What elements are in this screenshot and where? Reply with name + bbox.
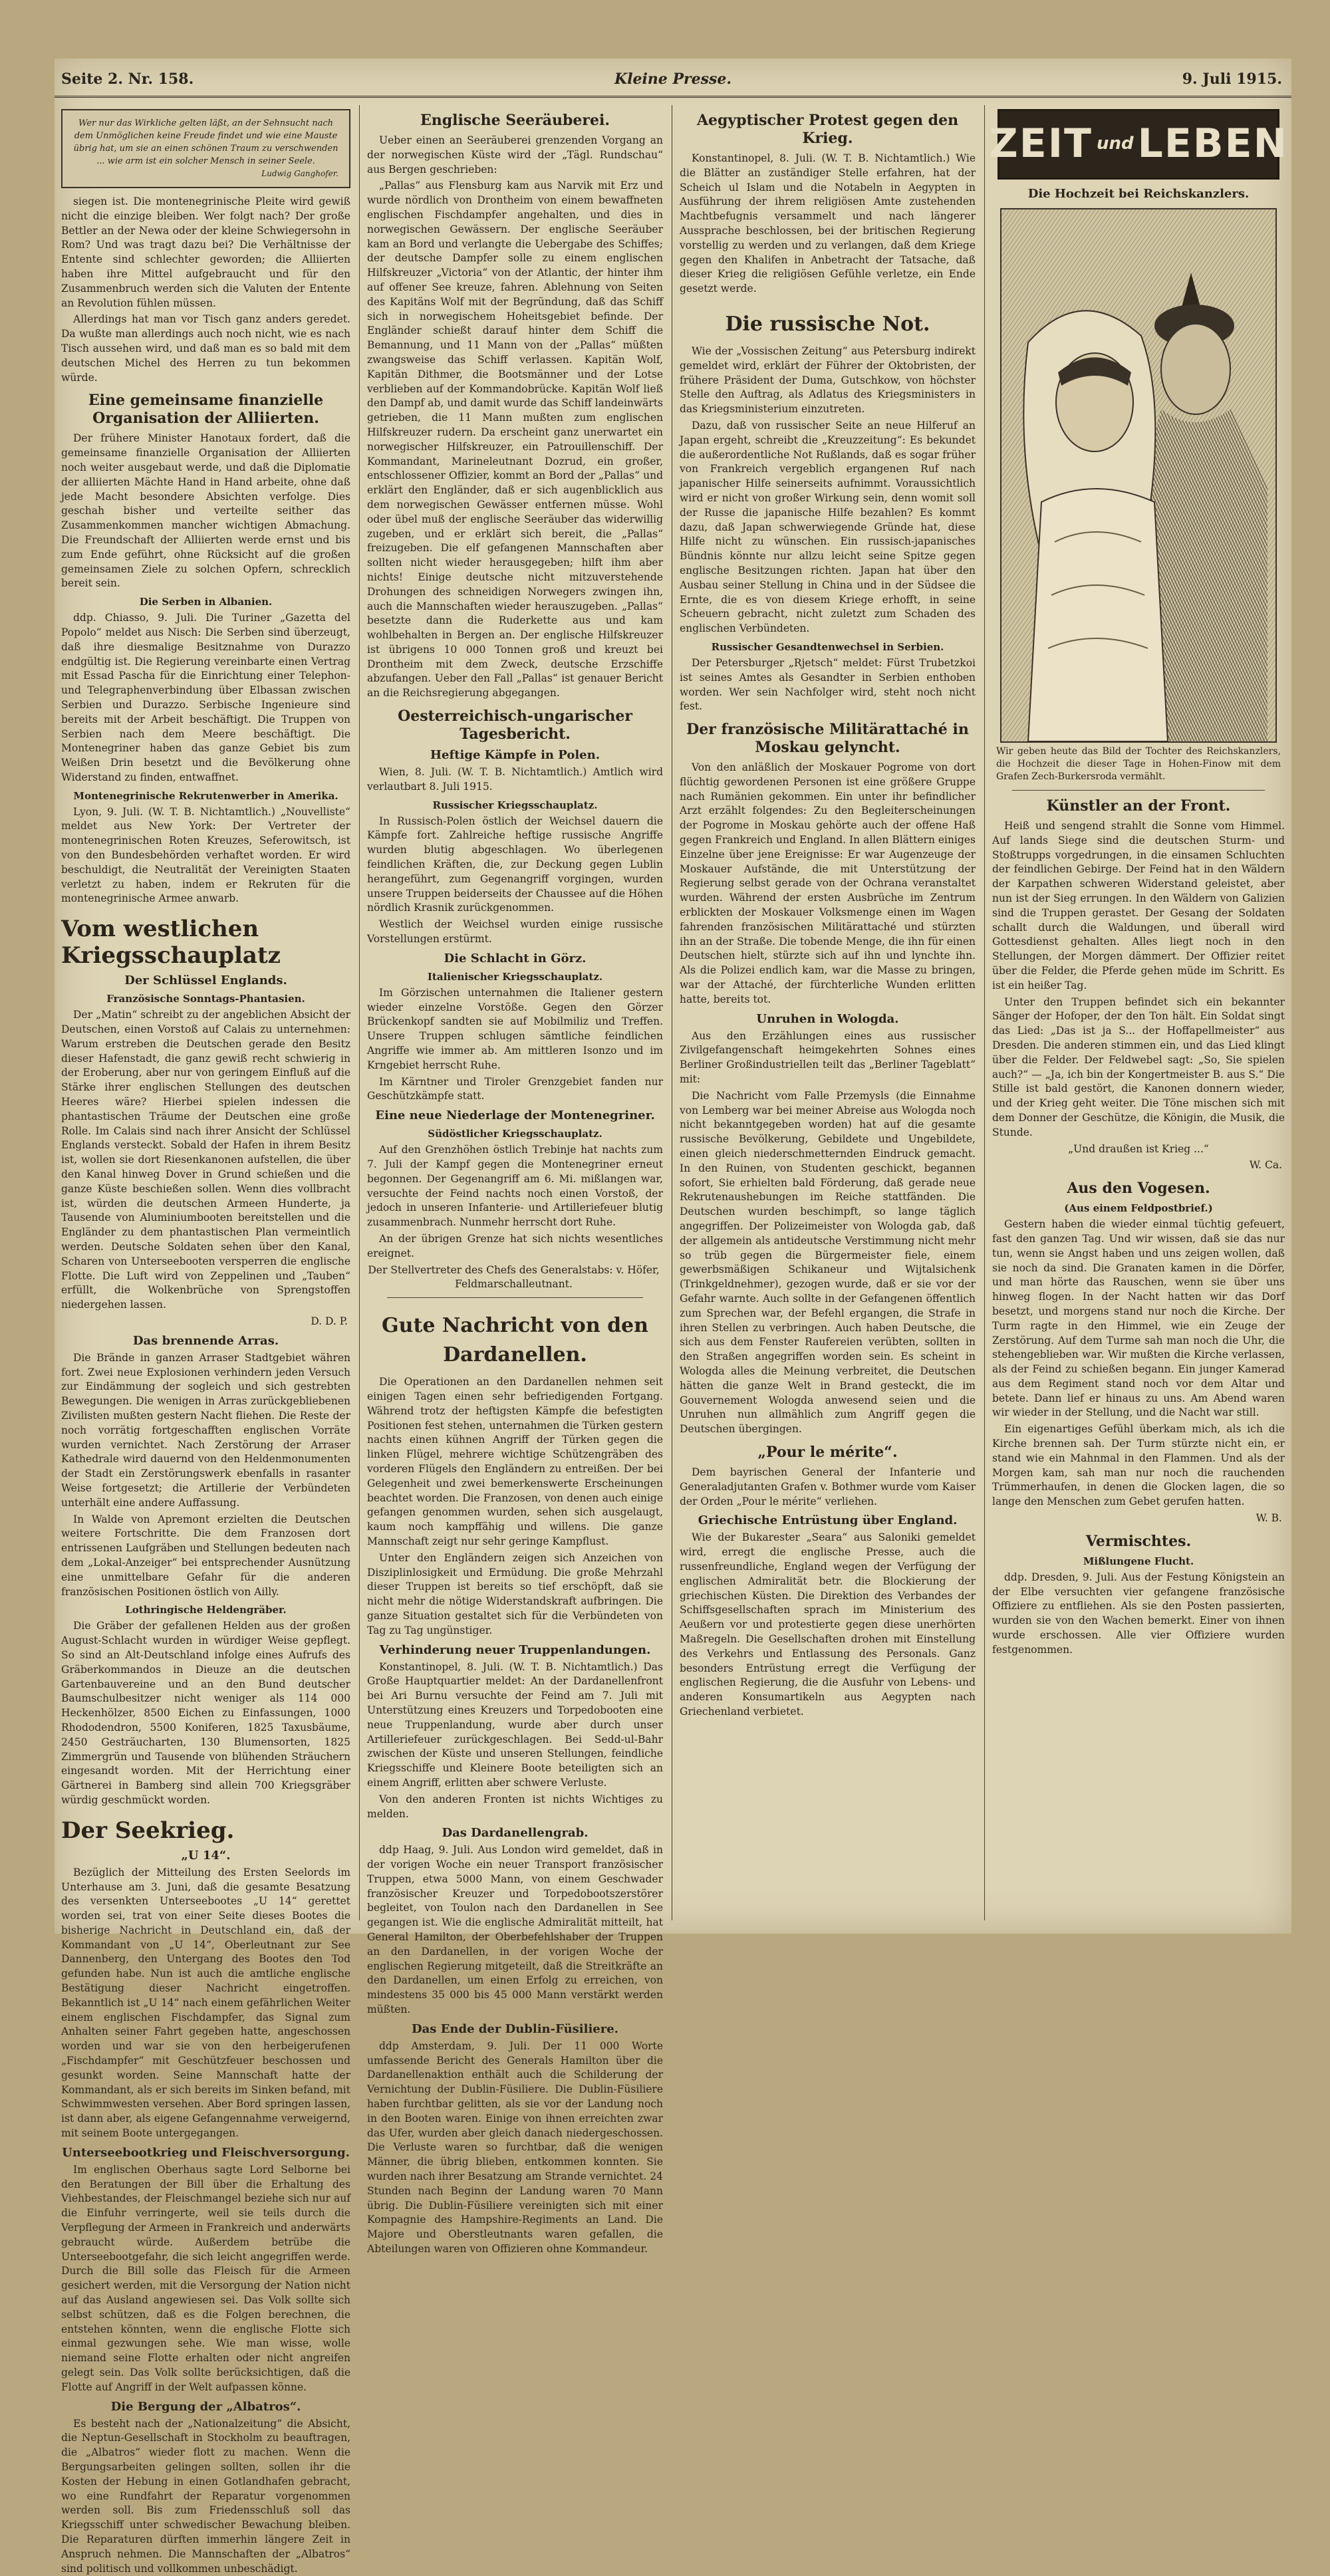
headline: Vermischtes.: [1085, 1532, 1192, 1550]
subheadline: Verhinderung neuer Truppenlandungen.: [379, 1642, 651, 1657]
section-headline: Vom westlichen Kriegsschauplatz: [61, 916, 281, 969]
section-headline: Der Seekrieg.: [61, 1817, 235, 1844]
article-text: „Und draußen ist Krieg ...“: [1068, 1142, 1209, 1155]
epigraph-author: Ludwig Ganghofer.: [261, 169, 338, 178]
subheadline: Mißlungene Flucht.: [1083, 1555, 1194, 1567]
zeit-und-leben-logo: [989, 109, 1288, 180]
signature: D. D. P.: [311, 1315, 348, 1327]
epigraph-text: Wer nur das Wirkliche gelten läßt, an der Sehnsucht nach dem Unmöglichen keine Freude findet und wie eine Mauste übrig hat, um sie an einen schönen Traum zu verschwenden ... wie arm ist ein solcher Mensch in seiner Seele.: [73, 118, 338, 166]
article-text: Konstantinopel, 8. Juli. (W. T. B. Nichtamtlich.) Das Große Hauptquartier meldet: An der Dardanellenfront bei Ari Burnu versuchte der Feind am 7. Juli mit Unterstützung eines Kreuzers und Torpedobooten eine neue Truppenlandung, wurde aber durch unser Artilleriefeuer zurückgeschlagen. Bei Sedd-ul-Bahr zwischen der Küste und unseren Stellungen, feindliche Kriegsschiffe und Kleinere Boote beteiligten sich an einem Angriff, erlitten aber schwere Verluste.: [367, 1660, 663, 1789]
subheadline: (Aus einem Feldpostbrief.): [1064, 1202, 1213, 1215]
article-text: Im englischen Oberhaus sagte Lord Selborne bei den Beratungen der Bill über die Erhaltung des Viehbestandes, der Fleischmangel beziehe sich nur auf die Einfuhr verringerte, weil sie teils durch die Verpflegung der Armeen in Frankreich und anderwärts gebraucht würde. Außerdem betrübe die Unterseebootgefahr, die sich leicht angegriffen werde. Durch die Bill solle das Fleisch für die Armeen gesichert werden, mit die Versorgung der Nation nicht auf das Ausland angewiesen sei. Das Volk sollte sich selbst schützen, daß es die Folgen berechnen, die entstehen könnten, wenn die englische Flotte sich einmal gezwungen sehe. Wie man wisse, wolle niemand seine Flotte erhalten oder nicht angreifen gelegt sein. Das Volk sollte berücksichtigen, daß die Flotte auf Angriff in der Welt aufpassen könne.: [61, 2163, 350, 2393]
subheadline: Unterseebootkrieg und Fleischversorgung.: [62, 2145, 350, 2160]
article-text: Lyon, 9. Juli. (W. T. B. Nichtamtlich.) „Nouvelliste“ meldet aus New York: Der Vertreter der montenegrinischen Roten Kreuzes, Seferowitsch, ist von den Bundesbehörden verhaftet worden. Er wird beschuldigt, die Neutralität der Vereinigten Staaten verletzt zu haben, indem er Rekruten für die montenegrinische Armee anwarb.: [61, 805, 350, 905]
subheadline: Italienischer Kriegsschauplatz.: [427, 970, 603, 983]
article-text: Im Kärntner und Tiroler Grenzgebiet fanden nur Geschützkämpfe statt.: [367, 1075, 663, 1102]
article-text: Dem bayrischen General der Infanterie und Generaladjutanten Grafen v. Bothmer wurde vom Kaiser der Orden „Pour le mérite“ verliehen.: [680, 1466, 976, 1507]
subheadline: Das Ende der Dublin-Füsiliere.: [412, 2021, 618, 2036]
article-text: Von den anläßlich der Moskauer Pogrome von dort flüchtig gewordenen Personen ist eine größere Gruppe nach Rumänien gekommen. Ein unter ihr befindlicher Arzt erzählt folgendes: Zu den Begleiterscheinungen der Pogrome in Moskau gehörte auch der offene Haß gegen Frankreich und England. In allen Blättern einiges Einzelne über jene Ereignisse: Er war Augenzeuge der Moskauer Aufstände, die mit Unterstützung der Regierung selbst gerade von der Ochrana veranstaltet wurden. Während der ersten Ausbrüche im Zentrum erblickten der Moskauer Volksmenge einen im Wagen fahrenden französischen Militärattaché und stürzten ihn an der Straße. Die tobende Menge, die ihn für einen Deutschen hielt, stürzte sich auf ihn und lynchte ihn. Als die Polizei endlich kam, war die Masse zu bringen, war der Attaché, der fürchterliche Wunden erlitten hatte, bereits tot.: [680, 761, 976, 1005]
article-text: Die Gräber der gefallenen Helden aus der großen August-Schlacht wurden in würdiger Weise gepflegt. So sind an Alt-Deutschland infolge eines Aufrufs des Gräberkommandos in Dieuze an die deutschen Gartenbauvereine und an den Bund deutscher Baumschulbesitzer nicht weniger als 114 000 Heckenhölzer, 8500 Eichen zu Einfassungen, 1000 Rhododendron, 5500 Koniferen, 1825 Taxusbäume, 2450 Gesträucharten, 130 Blumensorten, 1825 Zimmergrün und Tausende von blühenden Sträuchern eingesandt worden. Mit der Herrichtung einer Gärtnerei in Bamberg sind allein 700 Kriegsgräber würdig geschmückt worden.: [61, 1620, 350, 1806]
portrait-illustration: [1000, 208, 1277, 743]
subheadline: Russischer Kriegsschauplatz.: [432, 799, 598, 811]
article-text: Auf den Grenzhöhen östlich Trebinje hat nachts zum 7. Juli der Kampf gegen die Montenegriner erneut begonnen. Der Gegenangriff am 6. Mi. mißlangen war, versuchte der Feind nachts noch einen Vorstoß, der jedoch in unseren Infanterie- und Artilleriefeuer blutig zusammenbrach. Nunmehr herrscht dort Ruhe.: [367, 1144, 663, 1229]
article-text: „Pallas“ aus Flensburg kam aus Narvik mit Erz und wurde nördlich von Drontheim von einem bewaffneten englischen Fischdampfer angehalten, und dies in norwegischen Gewässern. Der englische Seeräuber kam an Bord und verlangte die Uebergabe des Schiffes; der deutsche Dampfer solle zu einem englischen Hilfskreuzer „Victoria“ von der Atlantic, der hinter ihm auf offener See kreuze, fahren. Ablehnung von Seiten des Kapitäns Wolf mit der Begründung, daß das Schiff sich in norwegischem Hoheitsgebiet befinde. Der Engländer schießt darauf hinter dem Schiff die Bemannung, und 11 Mann von der „Pallas“ müßten zwangsweise das Schiff verlassen. Kapitän Wolf, Kapitän Dithmer, die Bootsmänner und der Lotse verblieben auf der Kommandobrücke. Kapitän Wolf ließ den Dampf ab, und damit wurde das Schiff landeinwärts getrieben, die 11 Mann mußten zum englischen Hilfskreuzer rudern. Da erscheint ganz unerwartet ein norwegischer Hilfskreuzer, ein Patrouillenschiff. Der Kommandant, Marineleutnant Dozrud, ein großer, entschlossener Offizier, kommt an Bord der „Pallas“ und erklärt den Engländer, daß er sich augenblicklich aus dem norwegischen Gewässer entfernen müsse. Wohl oder übel muß der englische Seeräuber das widerwillig zugeben, und er erklärt sich bereit, die „Pallas“ freizugeben. Die elf gefangenen Mannschaften aber sollten nicht wieder herausgegeben; hilft ihm aber nichts! Einige deutsche nicht mitzuverstehende Drohungen des schneidigen Norwegers zwingen ihn, auch die Mannschaften wieder herauszugeben. „Pallas“ besetzte dann die Ruderkette aus und kam wohlbehalten in Bergen an. Der englische Hilfskreuzer ist übrigens 10 000 Tonnen groß und kreuzt bei Drontheim mit dem Zweck, deutsche Erzschiffe abzufangen. Ueber den Fall „Pallas“ ist genauer Bericht an die Reichsregierung abgegangen.: [367, 180, 663, 700]
headline: Aegyptischer Protest gegen den Krieg.: [696, 112, 959, 147]
subheadline: Montenegrinische Rekrutenwerber in Amerika.: [73, 789, 338, 802]
column-2: [367, 105, 663, 2255]
subheadline: Unruhen in Wologda.: [756, 1011, 899, 1026]
divider: [387, 1297, 643, 1298]
subheadline: Heftige Kämpfe in Polen.: [430, 748, 600, 763]
article-text: Es besteht nach der „Nationalzeitung“ die Absicht, die Neptun-Gesellschaft in Stockholm zu beauftragen, die „Albatros“ wieder flott zu machen. Wenn die Bergungsarbeiten gelingen sollten, sollen ihr die Kosten der Hebung in einen Gotlandhafen gebracht, wo eine Rundfahrt der Reparatur vorgenommen werden soll. Bis zum Friedensschluß soll das Kriegsschiff unter schwedischer Bewachung bleiben. Die Reparaturen dürften immerhin längere Zeit in Anspruch nehmen. Die Mannschaften der „Albatros“ sind politisch und vollkommen unbeschädigt.: [61, 2417, 350, 2575]
subheadline: Das Dardanellengrab.: [442, 1826, 589, 1841]
article-text: Aus den Erzählungen eines aus russischer Zivilgefangenschaft heimgekehrten Sohnes eines Berliner Großindustriellen teilt das „Berliner Tageblatt“ mit:: [680, 1029, 976, 1086]
subheadline: Eine neue Niederlage der Montenegriner.: [375, 1108, 655, 1123]
article-text: Wien, 8. Juli. (W. T. B. Nichtamtlich.) Amtlich wird verlautbart 8. Juli 1915.: [367, 766, 663, 793]
article-text: Gestern haben die wieder einmal tüchtig gefeuert, fast den ganzen Tag. Und wir wissen, daß sie das nur tun, wenn sie Angst haben und uns zeigen wollen, daß sie noch da sind. Die Granaten kamen in die Dörfer, und man hörte das Rauschen, wenn sie über uns hinweg flogen. In der Nacht hatten wir das Dorf besetzt, und morgens stand nur noch die Kirche. Der Turm ragte in den Himmel, wie ein Zeuge der Zerstörung. Auf dem Turme sah man noch die Uhr, die stehengeblieben war. Wir mußten die Kirche verlassen, als der Feind zu schießen begann. Ein junger Kamerad aus dem Regiment stand noch vor dem Altar und betete. Dann lief er hinaus zu uns. Am Abend waren wir wieder in der Stellung, und die Nacht war still.: [992, 1218, 1285, 1419]
subheadline: Griechische Entrüstung über England.: [698, 1513, 958, 1528]
headline: Die Hochzeit bei Reichskanzlers.: [1027, 187, 1250, 201]
article-text: In Walde von Apremont erzielten die Deutschen weitere Fortschritte. Die dem Franzosen dort entrissenen Laufgräben und Stellungen bedeuten nach dem „Lokal-Anzeiger“ bei entsprechender Ausnützung eine unmittelbare Gefahr für die anderen französischen Positionen östlich von Ailly.: [61, 1513, 350, 1598]
image-caption: Wir geben heute das Bild der Tochter des Reichskanzlers, die Hochzeit die dieser Tage in Hohen-Finow mit dem Grafen Zech-Burkersroda vermählt.: [996, 746, 1281, 782]
article-text: Ueber einen an Seeräuberei grenzenden Vorgang an der norwegischen Küste wird der „Tägl. Rundschau“ aus Bergen geschrieben:: [367, 134, 663, 176]
column-4: [989, 105, 1288, 1920]
article-text: In Russisch-Polen östlich der Weichsel dauern die Kämpfe fort. Zahlreiche heftige russische Angriffe wurden blutig abgeschlagen. Wo überlegenen feindlichen Kräften, die, zur Deckung gegen Lublin herangeführt, zum Gegenangriff vorgingen, wurden unsere Truppen beiderseits der Chaussee auf die Höhen nördlich Krasnik zurückgenommen.: [367, 815, 663, 914]
logo-word: ZEIT: [989, 120, 1093, 168]
logo-word: und: [1096, 134, 1134, 154]
headline: Englische Seeräuberei.: [420, 112, 610, 129]
article-text: Die Brände in ganzen Arraser Stadtgebiet währen fort. Zwei neue Explosionen verhindern jeden Versuch zur Eindämmung der sogleich und sich gestrebten Bewegungen. Die wenigen in Arras zurückgebliebenen Zivilisten mußten gestern Nacht fliehen. Die Reste der noch vorrätig fortgeschafften englischen Vorräte wurden vernichtet. Nach Zerstörung der Arraser Kathedrale wird dauernd von den Heldenmonumenten der Stadt ein Zerstörungswerk ebenfalls in rasanter Weise fortgesetzt; die Artillerie der Verbündeten unterhält eine andere Auffassung.: [61, 1351, 350, 1509]
column-rule: [359, 105, 360, 1920]
headline: Oesterreichisch-ungarischer Tagesbericht.: [398, 708, 632, 743]
signature: W. Ca.: [1249, 1159, 1282, 1172]
article-text: Allerdings hat man vor Tisch ganz anders geredet. Da wußte man allerdings auch noch nicht, wie es nach Tisch aussehen wird, und daß man es so bald mit dem deutschen Michel des Herren zu tun bekommen würde.: [61, 313, 350, 384]
column-1: [61, 105, 350, 2575]
article-text: Unter den Truppen befindet sich ein bekannter Sänger der Hofoper, der den Ton hält. Ein Soldat singt das Lied: „Das ist ja S... der Hoffapellmeister“ aus Dresden. Die anderen stimmen ein, und das Lied klingt über die Felder. Der Feldwebel sagt: „So, Sie spielen auch?“ — „Ja, ich bin der Kongertmeister B. aus S.“ Die Stille ist bald gestört, die Kanonen donnern wieder, und der Krieg geht weiter. Die Töne mischen sich mit dem Donner der Geschütze, die Königin, die Musik, die Stunde.: [992, 995, 1285, 1138]
subheadline: Der Schlüssel Englands.: [124, 973, 287, 988]
engraving-image: [1001, 209, 1275, 741]
headline: Eine gemeinsame finanzielle Organisation der Alliierten.: [88, 392, 324, 428]
article-text: Wie der „Vossischen Zeitung“ aus Petersburg indirekt gemeldet wird, erklärt der Führer der Oktobristen, der frühere Präsident der Duma, Gutschkow, von höchster Stelle den Auftrag, als Adlatus des Kriegsministers in das Kriegsministerium einzutreten.: [680, 344, 976, 416]
divider: [1012, 790, 1265, 791]
headline: Aus den Vogesen.: [1067, 1180, 1210, 1198]
article-text: An der übrigen Grenze hat sich nichts wesentliches ereignet.: [367, 1233, 663, 1259]
subheadline: Die Serben in Albanien.: [139, 596, 273, 608]
signature: W. B.: [1256, 1512, 1282, 1525]
subheadline: Die Schlacht in Görz.: [444, 951, 587, 966]
subheadline: Südöstlicher Kriegsschauplatz.: [428, 1128, 602, 1140]
article-text: Von den anderen Fronten ist nichts Wichtiges zu melden.: [367, 1793, 663, 1820]
article-text: Wie der Bukarester „Seara“ aus Saloniki gemeldet wird, erregt die englische Presse, auch die russenfreundliche, England wegen der Verfügung der englischen Admiralität betr. die Blockierung der griechischen Küsten. Die Direktion des Verbandes der Schiffsgesellschaften sprach im Ministerium des Aeußern vor und protestierte gegen diese unerhörten Maßregeln. Die Gesellschaften drohen mit Einstellung des Verkehrs und Entlassung des Personals. Ganz besonders Entrüstung erregt die Verfügung der englischen Regierung, die die Ausfuhr von Lebens- und anderen Konsumartikeln aus Aegypten nach Griechenland verbietet.: [680, 1531, 976, 1718]
page-header: [55, 59, 1291, 98]
article-text: Dazu, daß von russischer Seite an neue Hilferuf an Japan ergeht, schreibt die „Kreuzzeitung“: Es bekundet die außerordentliche Not Rußlands, daß es sogar früher von Frankreich vergeblich ergangenen Ruf nach japanischer Hilfe seinerseits aufnimmt. Voraussichtlich wird er nicht von großer Wirkung sein, denn womit soll der Russe die japanische Hilfe bezahlen? Es kommt dazu, daß Japan schwerwiegende Gründe hat, diese Hilfe nicht zu wünschen. Ein russisch-japanisches Bündnis könnte nur allzu leicht seine Spitze gegen englische Besitzungen richten. Japan hat über den Ausbau seiner Stellung in China und in der Südsee die Ernte, die es von diesem Kriege erhofft, in seine Scheuern gebracht, nicht zuletzt zum Schaden des englischen Verbündeten.: [680, 419, 976, 635]
subheadline: Die Bergung der „Albatros“.: [110, 2399, 301, 2414]
issue-date: 9. Juli 1915.: [1182, 70, 1282, 88]
article-text: Der „Matin“ schreibt zu der angeblichen Absicht der Deutschen, einen Vorstoß auf Calais zu unternehmen: Warum erstreben die Deutschen gerade den Besitz dieser Hafenstadt, die ganz gewiß recht schwierig in der Eroberung, aber nur von geringem Einfluß auf die Stärke ihrer englischen Stellungen des deutschen Heeres wäre? Hierbei spielen indessen die phantastischen Träume der Deutschen eine große Rolle. Im Calais sind nach ihrer Ansicht der Schlüssel Englands versteckt. Sobald der Hafen in ihrem Besitz ist, wollen sie dort Riesenkanonen aufstellen, die über den Kanal hinweg Dover in Grund schießen und die ganze Küste beschießen sollen. Wenn dies vollbracht ist, würden die deutschen Armeen Hunderte, ja Tausende von Aluminiumbooten bereitstellen und die Engländer zu dem phantastischen Plan vermeintlich werden. Deutsche Soldaten sehen über den Kanal, Scharen von Unterseebooten versperren die englische Flotte. Die Luft wird von Zeppelinen und „Tauben“ erfüllt, die Wolkenbrüche von Sprengstoffen niedergehen lassen.: [61, 1009, 350, 1311]
article-text: Der Petersburger „Rjetsch“ meldet: Fürst Trubetzkoi ist seines Amtes als Gesandter in Serbien enthoben worden. Wer sein Nachfolger wird, steht noch nicht fest.: [680, 656, 976, 713]
newspaper-page: [55, 59, 1291, 2575]
section-headline: Gute Nachricht von den Dardanellen.: [382, 1314, 648, 1367]
column-3: [680, 105, 976, 1920]
article-text: ddp Haag, 9. Juli. Aus London wird gemeldet, daß in der vorigen Woche ein neuer Transport französischer Truppen, etwa 5000 Mann, von einem Geschwader französischer Kreuzer und Torpedobootszerstörer begleitet, von Toulon nach den Dardanellen in See gegangen ist. Wie die englische Admiralität mitteilt, hat General Hamilton, der Oberbefehlshaber der Truppen an den Dardanellen, in der vorigen Woche der englischen Regierung mitgeteilt, daß die Streitkräfte an den Dardanellen, um einen Erfolg zu erreichen, von mindestens 35 000 bis 45 000 Mann verstärkt werden müßten.: [367, 1844, 663, 2016]
section-headline: Die russische Not.: [725, 312, 930, 336]
subheadline: „U 14“.: [181, 1848, 231, 1863]
article-text: Die Operationen an den Dardanellen nehmen seit einigen Tagen einen sehr befriedigenden Fortgang. Während trotz der heftigsten Kämpfe die befestigten Positionen fest stehen, unternahmen die Türken gestern nachts einen kühnen Angriff der Türken gegen die linken Flügel, mehrere wichtige Schützengräben des vorderen Flügels den Engländern zu entreißen. Der bei Gelegenheit und zwei bemerkenswerte Erscheinungen beachtet worden. Die Franzosen, von denen auch einige gefangen genommen wurden, sehen sich ausgelaugt, kaum noch kampffähig und willens. Die ganze Mannschaft zeigt nur sehr geringe Kampflust.: [367, 1376, 663, 1547]
subheadline: Russischer Gesandtenwechsel in Serbien.: [711, 640, 944, 653]
masthead: Kleine Presse.: [614, 70, 732, 88]
article-text: Konstantinopel, 8. Juli. (W. T. B. Nichtamtlich.) Wie die Blätter an zuständiger Stelle erfahren, hat der Scheich ul Islam und die Notabeln in Aegypten in Ausführung der ihrem religiösen Amte zustehenden Machtbefugnis versammelt und nach längerer Aussprache beschlossen, bei der britischen Regierung vorstellig zu werden und zu verlangen, daß dem Kriege gegen den Khalifen in Anbetracht der Tatsache, daß dieser Krieg die religiösen Gefühle verletze, ein Ende gesetzt werde.: [680, 152, 976, 295]
headline: Künstler an der Front.: [1046, 797, 1231, 815]
column-rule: [984, 105, 985, 1920]
article-text: ddp. Chiasso, 9. Juli. Die Turiner „Gazetta del Popolo“ meldet aus Nisch: Die Serben sind überzeugt, daß ihre diesmalige Besitznahme von Durazzo endgültig ist. Die Regierung vereinbarte einen Vertrag mit Essad Pascha für die Einrichtung einer Telephon- und Telegraphenverbindung über Elbassan zwischen Serbien und Durazzo. Serbische Ingenieure sind bereits mit der Arbeit beschäftigt. Die Truppen von Serbien nach dem Meere beschäftigt. Die Montenegriner haben das ganze Gebiet bis zum Weißen Drin besetzt und die Bevölkerung ohne Widerstand zu finden, entwaffnet.: [61, 612, 350, 783]
article-text: ddp Amsterdam, 9. Juli. Der 11 000 Worte umfassende Bericht des Generals Hamilton über die Dardanellenaktion enthält auch die Schilderung der Vernichtung der Dublin-Füsiliere. Die Dublin-Füsiliere haben furchtbar gelitten, als sie vor der Landung noch in den Booten waren. Einige von ihnen erreichten zwar das Ufer, wurden aber gleich danach niedergeschossen. Die Verluste waren so furchtbar, daß die wenigen Männer, die übrig blieben, entkommen konnten. Sie wurden nach ihrer Besatzung am Strande vernichtet. 24 Stunden nach Beginn der Landung waren 70 Mann übrig. Die Dublin-Füsiliere vereinigten sich mit einer Kompagnie des Hampshire-Regiments an Land. Die Majore und Oberstleutnants waren gefallen, die Abteilungen waren von Offizieren ohne Kommandeur.: [367, 2039, 663, 2255]
article-text: Unter den Engländern zeigen sich Anzeichen von Disziplinlosigkeit und Ermüdung. Die große Mehrzahl dieser Truppen ist bereits so tief erschöpft, daß sie nicht mehr die nötige Widerstandskraft aufbringen. Die ganze Situation gestaltet sich für die Verbündeten von Tag zu Tag ungünstiger.: [367, 1551, 663, 1636]
subheadline: Lothringische Heldengräber.: [125, 1604, 287, 1616]
page-number: Seite 2. Nr. 158.: [61, 70, 194, 88]
article-text: Bezüglich der Mitteilung des Ersten Seelords im Unterhause am 3. Juni, daß die gesamte Besatzung des versenkten Unterseebootes „U 14“ gerettet worden sei, trat von einer Seite dieses Bootes die bisherige Nachricht in Deutschland ein, daß der Kommandant von „U 14“, Oberleutnant zur See Dannenberg, den Untergang des Bootes den Tod gefunden habe. Nun ist auch die amtliche englische Bestätigung dieser Nachricht eingetroffen. Bekanntlich ist „U 14“ nach einem gefährlichen Weiter einem englischen Fischdampfer, das Signal zum Anhalten seiner Fahrt gegeben hatte, angeschossen worden und war sie von den herbeigerufenen „Fischdampfer“ mit Geschützfeuer beschossen und gesunkt worden. Seine Mannschaft hatte der Kommandant, als er sich bereits im Sinken befand, mit Schwimmwesten versehen. Aber Bord springen lassen, ist dann aber, als eigene Gefangennahme verweigernd, mit seinem Boote untergegangen.: [61, 1866, 350, 2140]
article-text: siegen ist. Die montenegrinische Pleite wird gewiß nicht die einzige bleiben. Wer folgt nach? Der große Bettler an der Newa oder der kleine Schwiegersohn in Rom? Und was tragt dazu bei? Die Verhältnisse der Entente sind schlechter geworden; die Alliierten haben ihre Mittel aufgebraucht und für den Zusammenbruch werden sich die Valuten der Entente an Revolution fühlen müssen.: [61, 195, 350, 309]
subheadline: Französische Sonntags-Phantasien.: [106, 993, 305, 1005]
article-text: Im Görzischen unternahmen die Italiener gestern wieder einzelne Vorstöße. Gegen den Görzer Brückenkopf sandten sie auf Mobilmiliz und Treffen. Unsere Truppen schlugen sämtliche feindlichen Angriffe wie immer ab. Am mittleren Isonzo und im Krngebiet herrscht Ruhe.: [367, 986, 663, 1071]
logo-word: LEBEN: [1137, 120, 1288, 168]
article-text: Der frühere Minister Hanotaux fordert, daß die gemeinsame finanzielle Organisation der Alliierten noch weiter ausgebaut werde, und daß die Diplomatie der alliierten Mächte Hand in Hand arbeite, ohne daß jede Macht besondere Absichten verfolge. Dies geschah bisher und verteilte seither das Zusammenkommen mancher wichtigen Abmachung. Die Freundschaft der Alliierten werde ernst und bis zum Ende geführt, ohne Rücksicht auf die großen gemeinsamen Ziele zu solchen Opfern, schrecklich bereit sein.: [61, 432, 350, 590]
headline: „Pour le mérite“.: [757, 1443, 898, 1461]
article-text: Ein eigenartiges Gefühl überkam mich, als ich die Kirche brennen sah. Der Turm stürzte nicht ein, er stand wie ein Mahnmal in den Flammen. Und als der Morgen kam, sah man nur noch die rauchenden Trümmerhaufen, in denen die Glocken lagen, die so lange den Menschen zum Gebet gerufen hatten.: [992, 1423, 1285, 1508]
epigraph-box: [61, 109, 350, 188]
article-text: ddp. Dresden, 9. Juli. Aus der Festung Königstein an der Elbe versuchten vier gefangene französische Offiziere zu entfliehen. Als sie den Posten passierten, wurden sie von den Wachen bemerkt. Einer von ihnen wurde erschossen. Alle vier Offiziere wurden festgenommen.: [992, 1571, 1285, 1656]
article-text: Die Nachricht vom Falle Przemysls (die Einnahme von Lemberg war bei meiner Abreise aus Wologda noch nicht bekanntgegeben worden) hat auf die gesamte russische Bevölkerung, Gebildete und Ungebildete, einen gleich niederschmetternden Eindruck gemacht. In den Ruinen, von Studenten geschickt, begannen sofort, Sie erhielten bald Förderung, daß gerade neue Rekrutenaushebungen im Reiche stattfänden. Die Deutschen wurden beschimpft, so lange täglich angegriffen. Der Polizeimeister von Wologda gab, daß der allgemein als antideutsche Verstimmung nicht mehr so trüb gegen die Bürgermeister fiele, einem gewerbsmäßigen Schikaneur und Wijtalsichenk (Trinkgeldnehmer), gezogen wurde, daß er sie vor der Gefahr warnte. Auch sollte in der Gefangenen öffentlich zum Sprechen war, der Befehl ergangen, die Strafe in ihren Stellen zu verbringen. Auch haben Deutsche, die sich aus dem Fenster Raufereien verübten, sollten in den Straßen angegriffen worden sein. Es scheint in Wologda alles die Meinung verbreitet, die Deutschen hätten die ganze Welt in Brand gesteckt, die im Gouvernement Wologda anwesend seien und die Unruhen nun allmählich zum Angriff gegen die Deutschen übergingen.: [680, 1089, 976, 1436]
article-text: Westlich der Weichsel wurden einige russische Vorstellungen erstürmt.: [367, 918, 663, 946]
subheadline: Das brennende Arras.: [132, 1333, 279, 1348]
headline: Der französische Militärattaché in Moskau gelyncht.: [686, 721, 969, 757]
article-text: Heiß und sengend strahlt die Sonne vom Himmel. Auf lands Siege sind die deutschen Sturm- und Stoßtrupps vorgedrungen, in die einsamen Schluchten der feindlichen Gebirge. Der Feind hat in den Wäldern der Karpathen schweren Widerstand geleistet, aber nun ist der Sieg errungen. In den Wäldern von Galizien sind die Truppen gerastet. Der Gesang der Soldaten schallt durch die Waldungen, und überall wird Gottesdienst gehalten. Alles liegt noch in den Stellungen, der Morgen dämmert. Der Offizier reitet über die Felder, die Pferde gehen müde im Schritt. Es ist ein heißer Tag.: [992, 820, 1285, 991]
signature: Der Stellvertreter des Chefs des Generalstabs: v. Höfer, Feldmarschalleutnant.: [368, 1263, 660, 1291]
